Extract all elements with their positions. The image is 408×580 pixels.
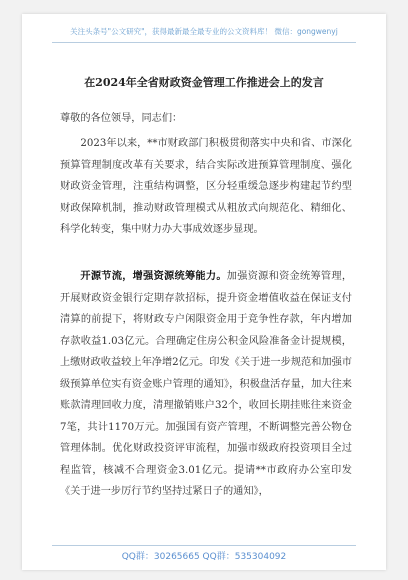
footer-divider	[52, 545, 356, 546]
document-title: 在2024年全省财政资金管理工作推进会上的发言	[84, 76, 324, 89]
footer-contacts: QQ群：30265665 QQ群：535304092	[121, 552, 287, 562]
document-page	[22, 14, 386, 570]
header-divider	[52, 42, 356, 43]
salutation: 尊敬的各位领导，同志们：	[60, 113, 183, 124]
paragraph-intro: 2023年以来，**市财政部门积极贯彻落实中央和省、市深化预算管理制度改革有关要求，结合实际改进预算管理制度、强化财政资金管理，注重结构调整，区分轻重缓急逐步构建起节约型财政保障机制，推动财政管理模式从粗放式向规范化、精细化、科学化转变，集中财力办大事成效逐步显现。	[60, 138, 352, 235]
header-banner: 关注头条号"公文研究"，获得最新最全最专业的公文资料库！ 微信：gongwenyj	[70, 27, 338, 36]
paragraph-lead-heading: 开源节流，增强资源统筹能力。	[80, 270, 227, 282]
paragraph-open-source	[60, 266, 352, 503]
paragraph-body-text: 加强资源和资金统筹管理，开展财政资金银行定期存款招标，提升资金增值收益在保证支付清算的前提下，将财政专户闲限资金用于竞争性存款，年内增加存款收益1.03亿元。合理确定住房公积金风险准备金计提规模，上缴财政收益较上年净增2亿元。印发《关于进一步规范和加强市级预算单位实有资金账户管理的通知》，积极盘活存量，加大往来账款清理回收力度，清理撤销账户32个，收回长期挂账往来资金7笔，共计1170万元。加强国有资产管理，不断调整完善公物仓管理体制。优化财政投资评审流程，加强市级政府投资项目全过程监管，核减不合理资金3.01亿元。提请**市政府办公室印发《关于进一步厉行节约坚持过紧日子的通知》，	[60, 271, 353, 497]
